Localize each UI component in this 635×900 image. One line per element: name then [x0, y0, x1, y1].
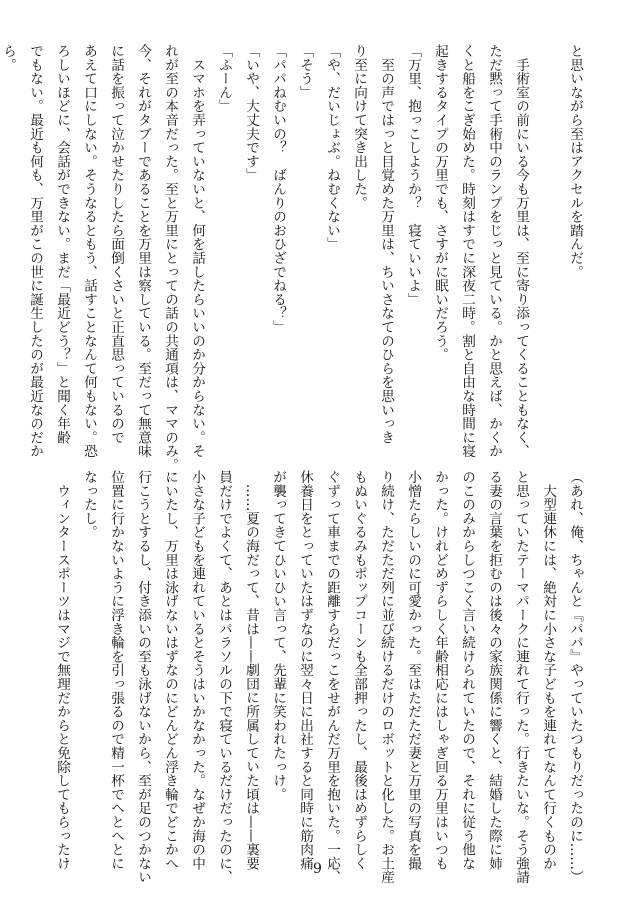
text-line: 小憎たらしいのに可愛かった。至はただただ妻と万里の写真を撮 — [405, 470, 421, 871]
text-line: あえて口にしない。そうなるともう、話すことなんて何もない。恐 — [81, 44, 97, 458]
text-line: 起きするタイプの万里でも、さすがに眠いだろう。 — [432, 44, 448, 362]
text-line: ……夏の海だって、昔は——劇団に所属していた頃は——裏要 — [243, 470, 259, 871]
text-line: ぐずって車までの距離すらだっこをせがんだ万里を抱いた。一応、 — [324, 470, 340, 884]
text-line: 「いや、大丈夫です」 — [243, 44, 259, 182]
text-line: と思っていたテーマパークに連れて行った。行きたいな。そう強請 — [513, 470, 529, 884]
text-line: 「ふーん」 — [216, 44, 232, 113]
lower-text-block — [54, 470, 588, 884]
text-line: 「万里、抱っこしようか？ 寝ていいよ」 — [405, 44, 421, 307]
text-line: にいたし、万里は泳げないはずなのにどんどん浮き輪でどこかへ — [162, 470, 178, 871]
text-line: （あれ、俺、ちゃんと『パパ』やっていたつもりだったのに……） — [567, 470, 583, 884]
text-line: スマホを弄っていないと、何を話したらいいのか分からない。そ — [189, 44, 205, 458]
text-line: 位置に行かないように浮き輪を引っ張るので精一杯でへとへとに — [108, 470, 124, 871]
text-line: もぬいぐるみもポップコーンも全部押ったし、最後はめずらしく — [351, 470, 367, 871]
text-line: と思いながら至はアクセルを踏んだ。 — [567, 44, 583, 279]
text-line: 大型連休には、絶対に小さな子どもを連れてなんて行くものか — [540, 470, 556, 871]
text-line: なったし。 — [81, 470, 97, 539]
text-line: ろしいほどに、会話ができない。まだ「最近どう？」と聞く年齢 — [54, 44, 70, 445]
text-line: 今、それがタブーであることを万里は察している。至だって無意味 — [135, 44, 151, 458]
text-line: かった。けれどめずらしく年齢相応にはしゃぎ回る万里はいつも — [432, 470, 448, 871]
text-line: 行こうとするし、付き添いの至も泳げないから、至が足のつかない — [135, 470, 151, 884]
text-line: に話を振って泣かせたりしたら面倒くさいと正直思っているので — [108, 44, 124, 445]
text-line: り至に向けて突き出した。 — [351, 44, 367, 210]
text-line: る妻の言葉を拒むのは後々の家族関係に響くと、結婚した際に姉 — [486, 470, 502, 871]
page-number: 9 — [313, 861, 322, 877]
text-line: り続け、ただただ列に並び続けるだけのロボットと化した。お土産 — [378, 470, 394, 884]
text-line: 至の声ではっと目覚めた万里は、ちいさなてのひらを思いっき — [378, 44, 394, 445]
text-line: くと船をこぎ始めた。時刻はすでに深夜二時。割と自由な時間に寝 — [459, 44, 475, 458]
text-line: ウィンタースポーツはマジで無理だからと免除してもらったけ — [54, 470, 70, 871]
text-line: 「パパねむいの？ ばんりのおひざでねる？」 — [270, 44, 286, 334]
text-line: ただ黙って手術中のランプをじっと見ている。かと思えば、かくか — [486, 44, 502, 458]
text-line: ら。 — [0, 44, 16, 72]
text-line: れが至の本音だった。至と万里にとっての話の共通項は、ママのみ。 — [162, 44, 178, 472]
text-line: 休養日をとっていたはずなのに翌々日に出社すると同時に筋肉痛 — [297, 470, 313, 871]
text-line: のこのみからしつこく言い続けられていたので、それに従う他な — [459, 470, 475, 871]
text-line: 「や、だいじょぶ。ねむくない」 — [324, 44, 340, 251]
text-line — [534, 44, 561, 439]
text-line: でもない。最近も何も、万里がこの世に誕生したのが最近なのだか — [27, 44, 43, 458]
text-line: 小さな子どもを連れているとそうはいかなかった。なぜか海の中 — [189, 470, 205, 871]
text-line: 員だけでよくて、あとはパラソルの下で寝ているだけだったのに、 — [216, 470, 232, 884]
upper-text-block — [0, 44, 588, 472]
text-line: 手術室の前にいる今も万里は、至に寄り添ってくることもなく、 — [513, 44, 529, 458]
text-line: が襲ってきてひいひい言って、先輩に笑われたっけ。 — [270, 470, 286, 802]
text-line: 「そう」 — [297, 44, 313, 100]
